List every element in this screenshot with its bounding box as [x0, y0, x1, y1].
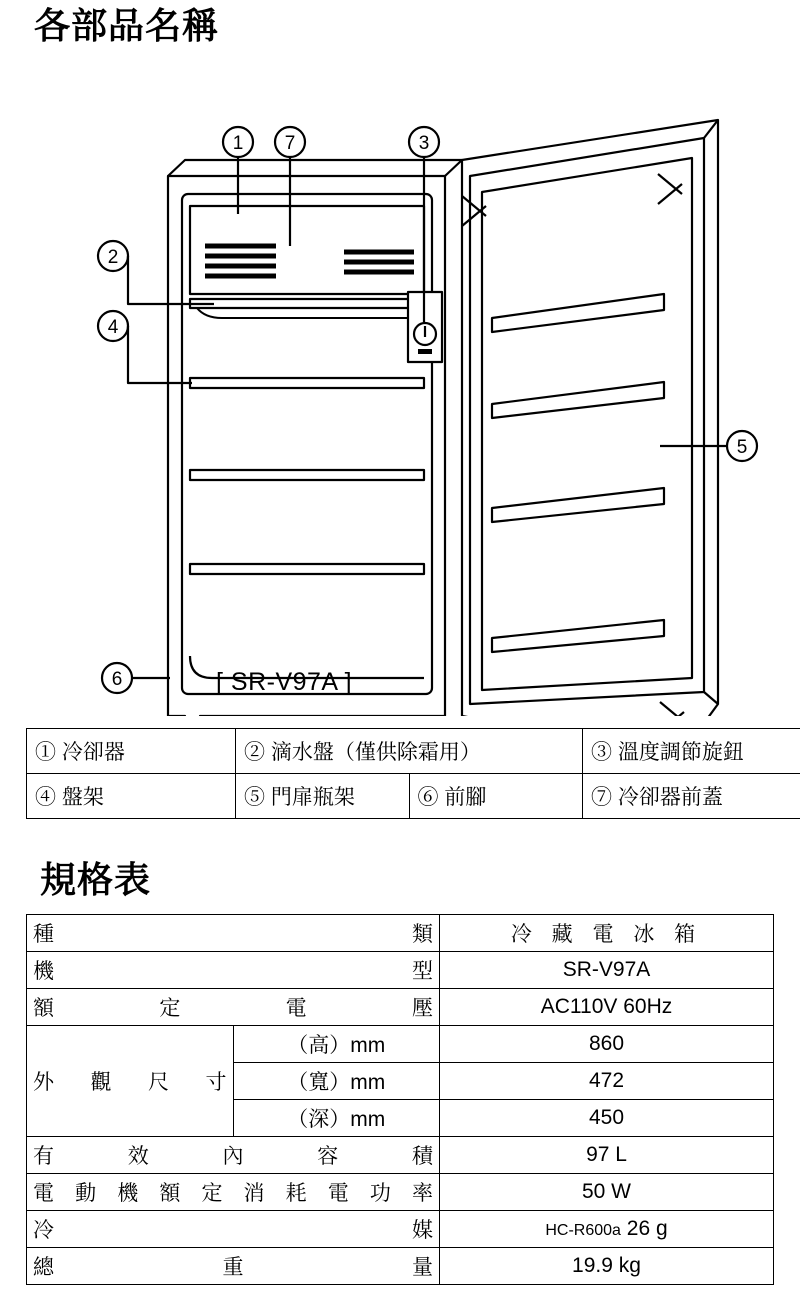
spec-value-height: 860: [440, 1026, 774, 1063]
spec-value-type: 冷 藏 電 冰 箱: [440, 915, 774, 952]
refrigerant-amount: 26 g: [626, 1217, 668, 1240]
table-row: [27, 1137, 774, 1174]
spec-label-capacity: 有 效 內 容 積: [27, 1137, 440, 1174]
table-row: [27, 1211, 774, 1248]
spec-label-type: 種 類: [27, 915, 440, 952]
table-row: [27, 1026, 774, 1063]
table-row: [27, 774, 800, 819]
spec-sublabel-height: （高）mm: [233, 1026, 440, 1063]
legend-cell-2: [236, 729, 583, 774]
table-row: [27, 1248, 774, 1285]
legend-label: 溫度調節旋鈕: [617, 741, 744, 764]
legend-label: 門扉瓶架: [270, 786, 355, 809]
svg-text:6: 6: [111, 669, 123, 690]
spec-value-power: 50 W: [440, 1174, 774, 1211]
spec-sublabel-depth: （深）mm: [233, 1100, 440, 1137]
svg-text:2: 2: [107, 247, 119, 268]
table-row: [27, 952, 774, 989]
spec-label-model: 機 型: [27, 952, 440, 989]
spec-label-dimensions: 外 觀 尺 寸: [27, 1026, 234, 1137]
svg-text:4: 4: [107, 317, 119, 338]
table-row: [27, 989, 774, 1026]
spec-value-weight: 19.9 kg: [440, 1248, 774, 1285]
svg-text:7: 7: [284, 133, 296, 154]
legend-number: ⑤: [244, 786, 265, 809]
refrigerator-diagram: [0, 56, 800, 716]
legend-cell-4: [27, 774, 236, 819]
spec-value-model: SR-V97A: [440, 952, 774, 989]
parts-legend-table: [26, 728, 800, 819]
spec-value-width: 472: [440, 1063, 774, 1100]
specification-table: [26, 914, 774, 1285]
spec-sublabel-width: （寬）mm: [233, 1063, 440, 1100]
svg-text:5: 5: [736, 437, 748, 458]
spec-label-power: 電 動 機 額 定 消 耗 電 功 率: [27, 1174, 440, 1211]
model-caption: [ SR-V97A ]: [216, 668, 353, 696]
legend-number: ③: [591, 741, 612, 764]
table-row: [27, 915, 774, 952]
page-title-parts: 各部品名稱: [34, 5, 220, 46]
page-title-spec: 規格表: [40, 859, 152, 900]
legend-label: 冷卻器: [61, 741, 125, 764]
legend-label: 冷卻器前蓋: [617, 786, 723, 809]
legend-label: 盤架: [61, 786, 104, 809]
legend-number: ④: [35, 786, 56, 809]
refrigerant-type: HC-R600a: [545, 1222, 621, 1239]
spec-value-refrigerant: [440, 1211, 774, 1248]
legend-cell-7: [583, 774, 800, 819]
table-row: [27, 1174, 774, 1211]
spec-value-voltage: AC110V 60Hz: [440, 989, 774, 1026]
legend-label: 前腳: [444, 786, 487, 809]
legend-cell-6: [409, 774, 583, 819]
legend-cell-3: [583, 729, 800, 774]
spec-value-capacity: 97 L: [440, 1137, 774, 1174]
svg-text:3: 3: [418, 133, 430, 154]
spec-label-weight: 總 重 量: [27, 1248, 440, 1285]
spec-value-depth: 450: [440, 1100, 774, 1137]
legend-label: 滴水盤（僅供除霜用）: [270, 741, 481, 764]
spec-label-voltage: 額 定 電 壓: [27, 989, 440, 1026]
table-row: [27, 729, 800, 774]
svg-text:1: 1: [232, 133, 244, 154]
legend-number: ⑦: [591, 786, 612, 809]
legend-cell-5: [236, 774, 410, 819]
legend-number: ①: [35, 741, 56, 764]
legend-number: ②: [244, 741, 265, 764]
legend-cell-1: [27, 729, 236, 774]
legend-number: ⑥: [417, 786, 439, 809]
spec-label-refrigerant: 冷 媒: [27, 1211, 440, 1248]
